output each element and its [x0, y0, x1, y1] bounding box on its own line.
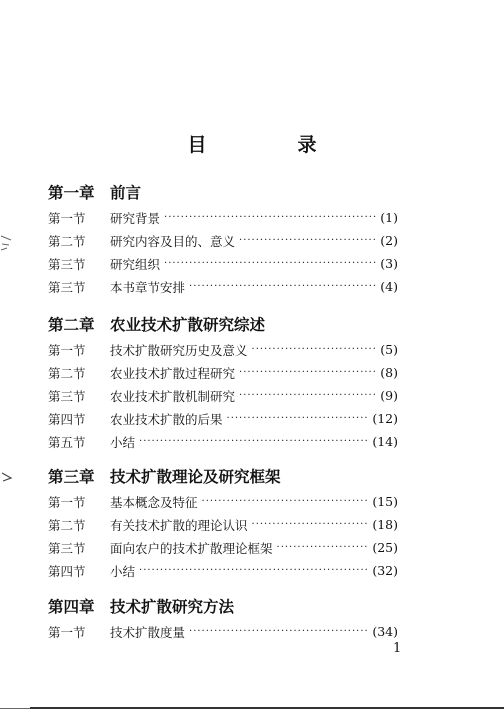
toc-entry — [48, 361, 398, 384]
toc-entry — [48, 536, 398, 559]
section-page: (34) — [372, 624, 398, 639]
chapter-number: 第一章 — [48, 184, 95, 202]
chapter-title: 技术扩散理论及研究框架 — [110, 468, 281, 486]
section-page: (12) — [372, 411, 398, 426]
toc-entry — [48, 206, 398, 229]
section-number: 第三节 — [48, 540, 86, 556]
section-page: (15) — [372, 494, 398, 509]
dot-leader — [227, 413, 370, 424]
dot-leader — [239, 390, 377, 401]
chapter-block — [48, 464, 398, 582]
section-number: 第四节 — [48, 411, 86, 427]
chapter-title: 技术扩散研究方法 — [110, 598, 235, 616]
section-number: 第二节 — [48, 365, 86, 381]
section-number: 第四节 — [48, 563, 86, 579]
section-title: 小结 — [110, 563, 136, 579]
chapter-title: 农业技术扩散研究综述 — [110, 316, 266, 334]
toc-entry — [48, 275, 398, 298]
chapter-number: 第四章 — [48, 598, 95, 616]
scan-mark-icon — [0, 232, 14, 254]
chapter-number: 第二章 — [48, 316, 95, 334]
section-number: 第一节 — [48, 342, 86, 358]
section-title: 农业技术扩散机制研究 — [110, 388, 236, 404]
toc-entry — [48, 513, 398, 536]
section-page: (25) — [372, 540, 398, 555]
section-title: 面向农户的技术扩散理论框架 — [110, 540, 273, 556]
chapter-heading — [48, 312, 398, 338]
section-title: 小结 — [110, 434, 136, 450]
section-title: 研究背景 — [110, 210, 161, 226]
chapter-number: 第三章 — [48, 468, 95, 486]
section-page: (4) — [380, 279, 398, 294]
dot-leader — [239, 367, 377, 378]
dot-leader — [252, 519, 370, 530]
chapter-heading — [48, 594, 398, 620]
toc-entry — [48, 620, 398, 643]
section-number: 第二节 — [48, 233, 86, 249]
section-title: 本书章节安排 — [110, 279, 186, 295]
section-number: 第一节 — [48, 494, 86, 510]
section-title: 基本概念及特征 — [110, 494, 198, 510]
section-page: (3) — [380, 256, 398, 271]
section-page: (14) — [372, 434, 398, 449]
section-page: (1) — [380, 210, 398, 225]
chapter-title: 前言 — [110, 184, 142, 202]
page-title: 目 录 — [187, 134, 353, 156]
section-page: (2) — [380, 233, 398, 248]
dot-leader — [164, 212, 377, 223]
toc-entry — [48, 229, 398, 252]
toc-entry — [48, 384, 398, 407]
dot-leader — [202, 496, 370, 507]
toc-entry — [48, 490, 398, 513]
dot-leader — [164, 258, 377, 269]
section-page: (8) — [380, 365, 398, 380]
section-page: (32) — [372, 563, 398, 578]
toc-entry — [48, 407, 398, 430]
toc-entry — [48, 252, 398, 275]
dot-leader — [252, 344, 378, 355]
section-number: 第二节 — [48, 517, 86, 533]
section-number: 第三节 — [48, 256, 86, 272]
section-title: 农业技术扩散的后果 — [110, 411, 223, 427]
chapter-block — [48, 594, 398, 643]
dot-leader — [139, 436, 369, 447]
section-number: 第三节 — [48, 279, 86, 295]
bottom-rule — [30, 707, 504, 709]
chapter-heading — [48, 464, 398, 490]
section-number: 第一节 — [48, 624, 86, 640]
section-page: (9) — [380, 388, 398, 403]
section-title: 研究组织 — [110, 256, 161, 272]
dot-leader — [239, 235, 377, 246]
section-number: 第五节 — [48, 434, 86, 450]
chapter-block — [48, 312, 398, 453]
section-page: (5) — [380, 342, 398, 357]
section-number: 第三节 — [48, 388, 86, 404]
section-title: 农业技术扩散过程研究 — [110, 365, 236, 381]
dot-leader — [139, 565, 369, 576]
dot-leader — [189, 626, 369, 637]
section-number: 第一节 — [48, 210, 86, 226]
chapter-heading — [48, 180, 398, 206]
dot-leader — [277, 542, 370, 553]
section-title: 研究内容及目的、意义 — [110, 233, 236, 249]
toc-entry — [48, 338, 398, 361]
dot-leader — [189, 281, 377, 292]
toc-entry — [48, 559, 398, 582]
section-title: 技术扩散度量 — [110, 624, 186, 640]
section-title: 技术扩散研究历史及意义 — [110, 342, 248, 358]
section-title: 有关技术扩散的理论认识 — [110, 517, 248, 533]
section-page: (18) — [372, 517, 398, 532]
page-number: 1 — [393, 641, 402, 656]
chapter-block — [48, 180, 398, 298]
toc-entry — [48, 430, 398, 453]
scan-mark-icon — [0, 470, 14, 484]
bottom-rule-left — [0, 708, 30, 709]
